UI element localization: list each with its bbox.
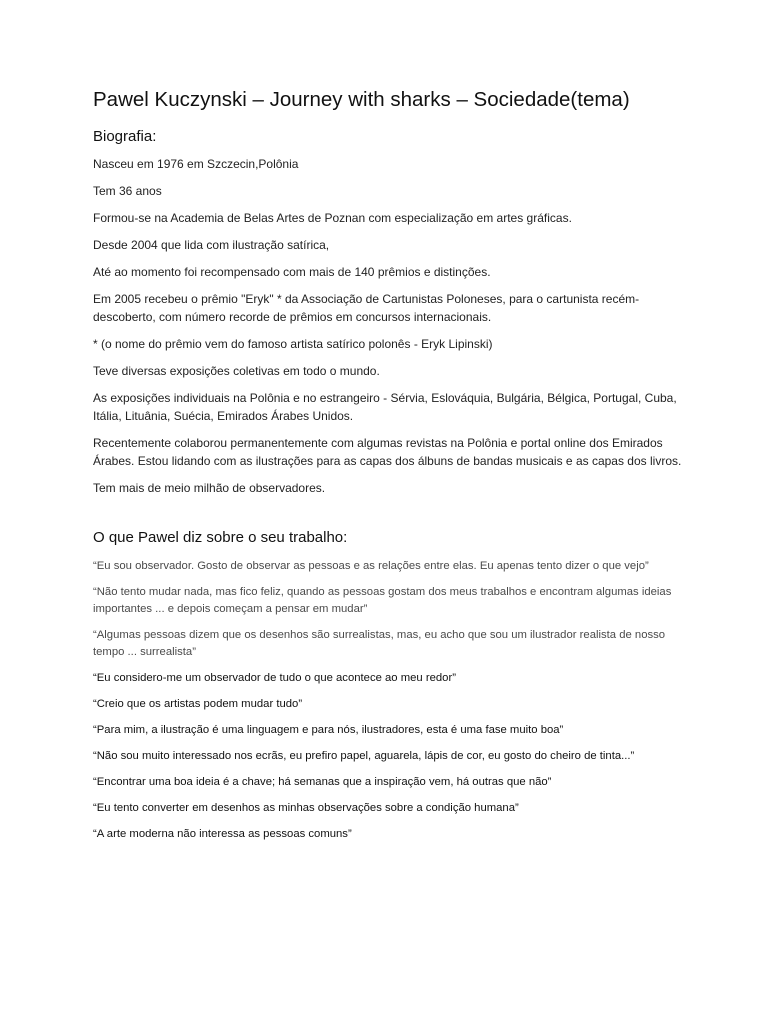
bio-paragraph: * (o nome do prêmio vem do famoso artista satírico polonês - Eryk Lipinski)	[93, 337, 493, 352]
document-title: Pawel Kuczynski – Journey with sharks – Sociedade(tema)	[93, 88, 630, 111]
section-spacer	[93, 506, 688, 528]
bio-paragraph: Formou-se na Academia de Belas Artes de Poznan com especialização em artes gráficas.	[93, 211, 572, 226]
bio-paragraph: Recentemente colaborou permanentemente com algumas revistas na Polônia e portal online dos Emirados Árabes. Estou lidando com as ilustrações para as capas dos álbuns de bandas musicais e as capas dos livros.	[93, 436, 682, 469]
biography-section	[93, 155, 688, 497]
bio-paragraph: As exposições individuais na Polônia e no estrangeiro - Sérvia, Eslováquia, Bulgária, Bélgica, Portugal, Cuba, Itália, Lituânia, Suécia, Emirados Árabes Unidos.	[93, 391, 677, 424]
quote-item: “Não tento mudar nada, mas fico feliz, quando as pessoas gostam dos meus trabalhos e encontram algumas ideias importantes ... e depois começam a pensar em mudar”	[93, 585, 672, 615]
bio-paragraph: Nasceu em 1976 em Szczecin,Polônia	[93, 157, 299, 172]
quote-item: “Eu considero-me um observador de tudo o que acontece ao meu redor”	[93, 671, 456, 684]
quote-item: “Para mim, a ilustração é uma linguagem e para nós, ilustradores, esta é uma fase muito boa”	[93, 723, 564, 736]
quote-item: “Creio que os artistas podem mudar tudo”	[93, 697, 303, 710]
bio-paragraph: Teve diversas exposições coletivas em todo o mundo.	[93, 364, 380, 379]
quote-item: “Eu tento converter em desenhos as minhas observações sobre a condição humana”	[93, 801, 519, 814]
quote-item: “Eu sou observador. Gosto de observar as pessoas e as relações entre elas. Eu apenas tento dizer o que vejo”	[93, 559, 649, 572]
quote-item: “A arte moderna não interessa as pessoas comuns”	[93, 827, 352, 840]
bio-paragraph: Desde 2004 que lida com ilustração satírica,	[93, 238, 330, 253]
quote-item: “Encontrar uma boa ideia é a chave; há semanas que a inspiração vem, há outras que não”	[93, 775, 552, 788]
bio-paragraph: Até ao momento foi recompensado com mais de 140 prêmios e distinções.	[93, 265, 491, 280]
quotes-heading: O que Pawel diz sobre o seu trabalho:	[93, 529, 348, 547]
quote-item: “Não sou muito interessado nos ecrãs, eu prefiro papel, aguarela, lápis de cor, eu gosto do cheiro de tinta...”	[93, 749, 635, 762]
quote-item: “Algumas pessoas dizem que os desenhos são surrealistas, mas, eu acho que sou um ilustrador realista de nosso tempo ... surrealista”	[93, 628, 666, 658]
bio-paragraph: Em 2005 recebeu o prêmio "Eryk" * da Associação de Cartunistas Poloneses, para o cartunista recém-descoberto, com número recorde de prêmios em concursos internacionais.	[93, 292, 640, 325]
quotes-section	[93, 558, 688, 843]
bio-paragraph: Tem 36 anos	[93, 184, 162, 199]
biography-heading: Biografia:	[93, 127, 157, 145]
bio-paragraph: Tem mais de meio milhão de observadores.	[93, 481, 326, 496]
